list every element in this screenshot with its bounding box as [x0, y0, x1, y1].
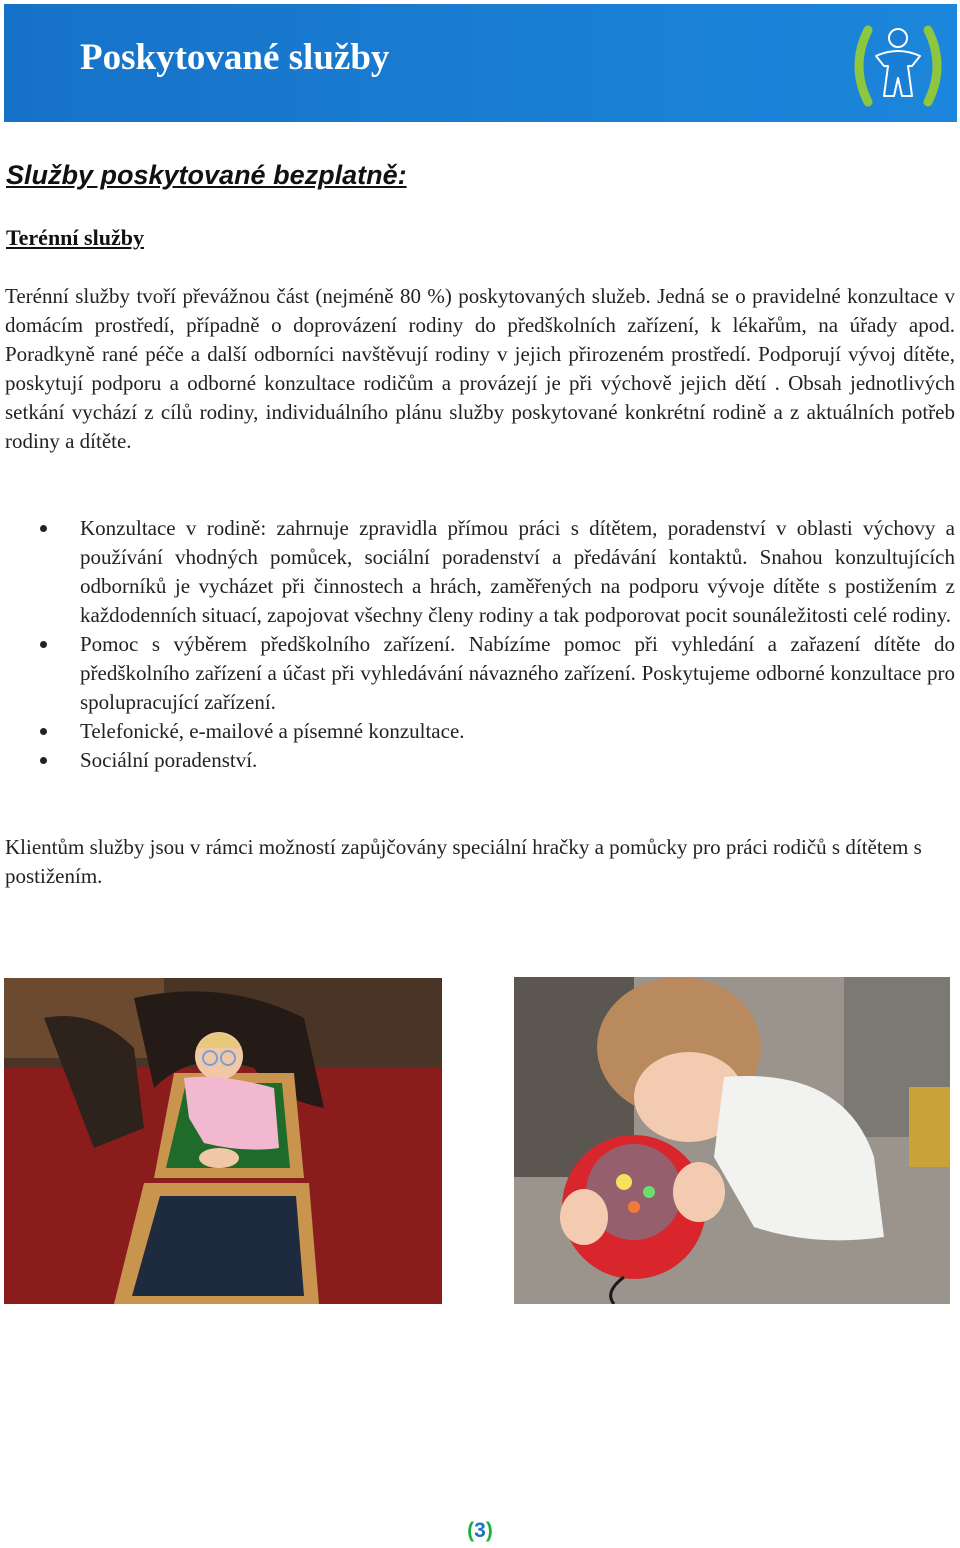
list-item-text: Telefonické, e-mailové a písemné konzultace.	[80, 719, 465, 743]
header-banner	[4, 4, 957, 122]
closing-paragraph: Klientům služby jsou v rámci možností zapůjčovány speciální hračky a pomůcky pro práci rodičů s dítětem s postižením.	[5, 835, 922, 888]
page-number	[0, 1519, 960, 1543]
list-item-text: Pomoc s výběrem předškolního zařízení. Nabízíme pomoc při vyhledání a zařazení dítěte do předškolního zařízení a účast při vyhledávání návazného zařízení. Poskytujeme odborné konzultace pro spolupracující zařízení.	[80, 632, 955, 714]
child-figure-logo-icon	[846, 22, 950, 110]
list-item	[0, 717, 955, 746]
bullet-icon	[40, 728, 47, 735]
page-number-close: )	[485, 1519, 493, 1542]
photo-child-crawling-icon	[4, 978, 442, 1304]
list-item-text: Konzultace v rodině: zahrnuje zpravidla přímou práci s dítětem, poradenství v oblasti výchovy a používání vhodných pomůcek, sociální poradenství a předávání kontaktů. Snahou konzultujících odborníků je vycházet při činnostech a hrách, zaměřených na podporu vývoje dítěte s postižením z každodenních situací, zapojovat všechny členy rodiny a tak podporovat pocit sounáležitosti celé rodiny.	[80, 516, 955, 627]
bullet-icon	[40, 525, 47, 532]
page-number-open: (	[467, 1519, 475, 1542]
list-item	[0, 514, 955, 630]
intro-paragraph: Terénní služby tvoří převážnou část (nejméně 80 %) poskytovaných služeb. Jedná se o pravidelné konzultace v domácím prostředí, případně o doprovázení rodiny do předškolních zařízení, k lékařům, na úřady apod. Poradkyně rané péče a další odborníci navštěvují rodiny v jejich přirozeném prostředí. Podporují vývoj dítěte, poskytují podporu a odborné konzultace rodičům a provázejí je při výchově jejich dětí . Obsah jednotlivých setkání vychází z cílů rodiny, individuálního plánu služby poskytované konkrétní rodině a z aktuálních potřeb rodiny a dítěte.	[5, 284, 955, 453]
page-number-value: 3	[474, 1519, 486, 1542]
photo-child-with-toy-ball-icon	[514, 977, 950, 1304]
list-item	[0, 630, 955, 717]
subsection-title: Terénní služby	[6, 225, 144, 250]
section-title: Služby poskytované bezplatně:	[6, 160, 407, 190]
list-item-text: Sociální poradenství.	[80, 748, 258, 772]
page-title: Poskytované služby	[80, 37, 390, 78]
bullet-icon	[40, 757, 47, 764]
bullet-icon	[40, 641, 47, 648]
list-item	[0, 746, 955, 775]
services-list	[0, 514, 955, 775]
